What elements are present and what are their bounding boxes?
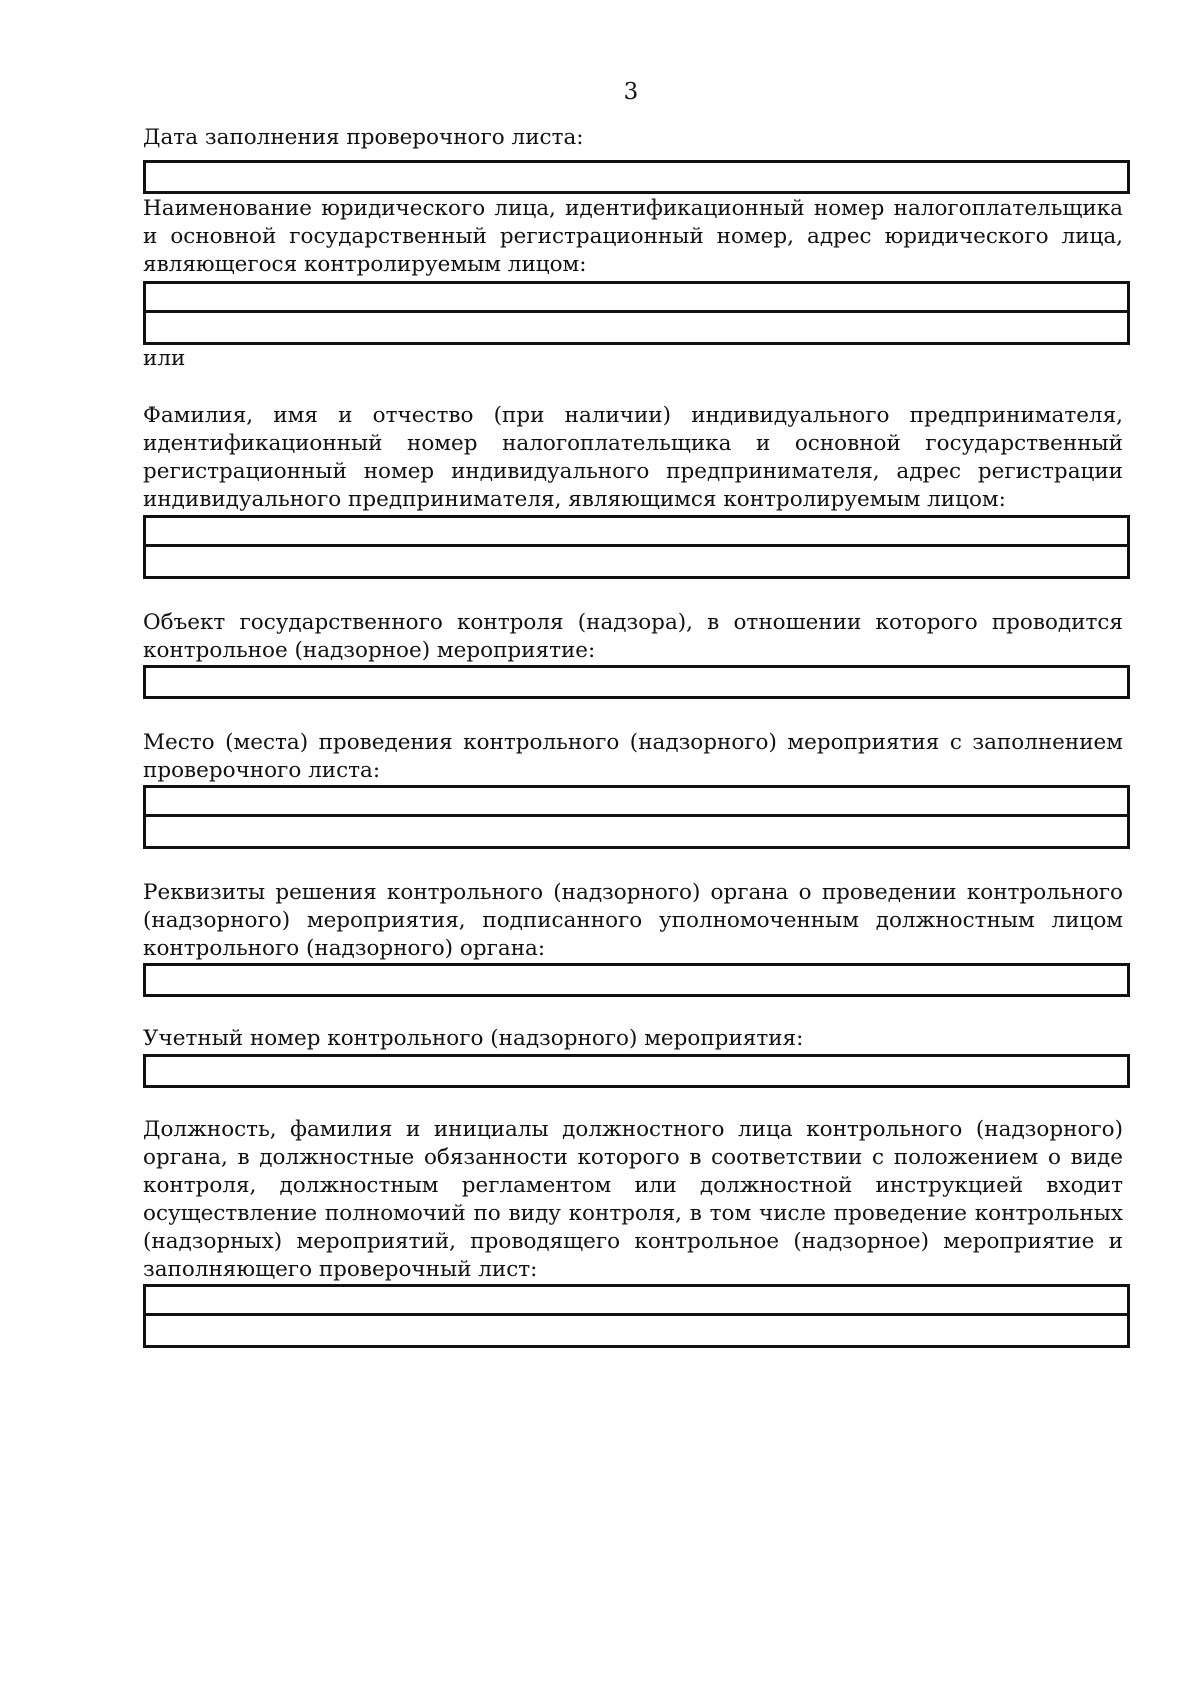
place-field[interactable] — [143, 785, 1130, 849]
official-input-line-1[interactable] — [146, 1287, 1127, 1316]
or-text: или — [143, 346, 186, 371]
official-label: Должность, фамилия и инициалы должностного лица контрольного (надзорного) органа, в должностные обязанности которого в соответствии с положением о виде контроля, должностным регламентом или должностной инструкцией входит осуществление полномочий по виду контроля, в том числе проведение контрольных (надзорных) мероприятий, проводящего контрольное (надзорное) мероприятие и заполняющего проверочный лист: — [143, 1117, 1123, 1282]
individual-label: Фамилия, имя и отчество (при наличии) индивидуального предпринимателя, идентификационный номер налогоплательщика и основной государственный регистрационный номер индивидуального предпринимателя, адрес регистрации индивидуального предпринимателя, являющимся контролируемым лицом: — [143, 403, 1123, 512]
account-number-label: Учетный номер контрольного (надзорного) мероприятия: — [143, 1026, 804, 1051]
decision-input-line[interactable] — [146, 966, 1127, 994]
date-input-line[interactable] — [146, 163, 1127, 191]
object-label: Объект государственного контроля (надзора), в отношении которого проводится контрольное (надзорное) мероприятие: — [143, 610, 1123, 663]
date-field[interactable] — [143, 160, 1130, 194]
account-number-input-line[interactable] — [146, 1057, 1127, 1085]
official-field[interactable] — [143, 1284, 1130, 1348]
object-field[interactable] — [143, 665, 1130, 699]
individual-field[interactable] — [143, 515, 1130, 579]
date-label: Дата заполнения проверочного листа: — [143, 125, 584, 150]
decision-label: Реквизиты решения контрольного (надзорного) органа о проведении контрольного (надзорного) мероприятия, подписанного уполномоченным должностным лицом контрольного (надзорного) органа: — [143, 880, 1123, 961]
individual-input-line-2[interactable] — [146, 547, 1127, 576]
place-input-line-2[interactable] — [146, 817, 1127, 846]
account-number-field[interactable] — [143, 1054, 1130, 1088]
decision-field[interactable] — [143, 963, 1130, 997]
official-input-line-2[interactable] — [146, 1316, 1127, 1345]
page-number: 3 — [623, 79, 639, 105]
legal-entity-field[interactable] — [143, 281, 1130, 345]
legal-entity-input-line-1[interactable] — [146, 284, 1127, 313]
object-input-line[interactable] — [146, 668, 1127, 696]
place-label: Место (места) проведения контрольного (надзорного) мероприятия с заполнением проверочного листа: — [143, 730, 1123, 783]
individual-input-line-1[interactable] — [146, 518, 1127, 547]
place-input-line-1[interactable] — [146, 788, 1127, 817]
legal-entity-input-line-2[interactable] — [146, 313, 1127, 342]
legal-entity-label: Наименование юридического лица, идентификационный номер налогоплательщика и основной государственный регистрационный номер, адрес юридического лица, являющегося контролируемым лицом: — [143, 196, 1123, 277]
